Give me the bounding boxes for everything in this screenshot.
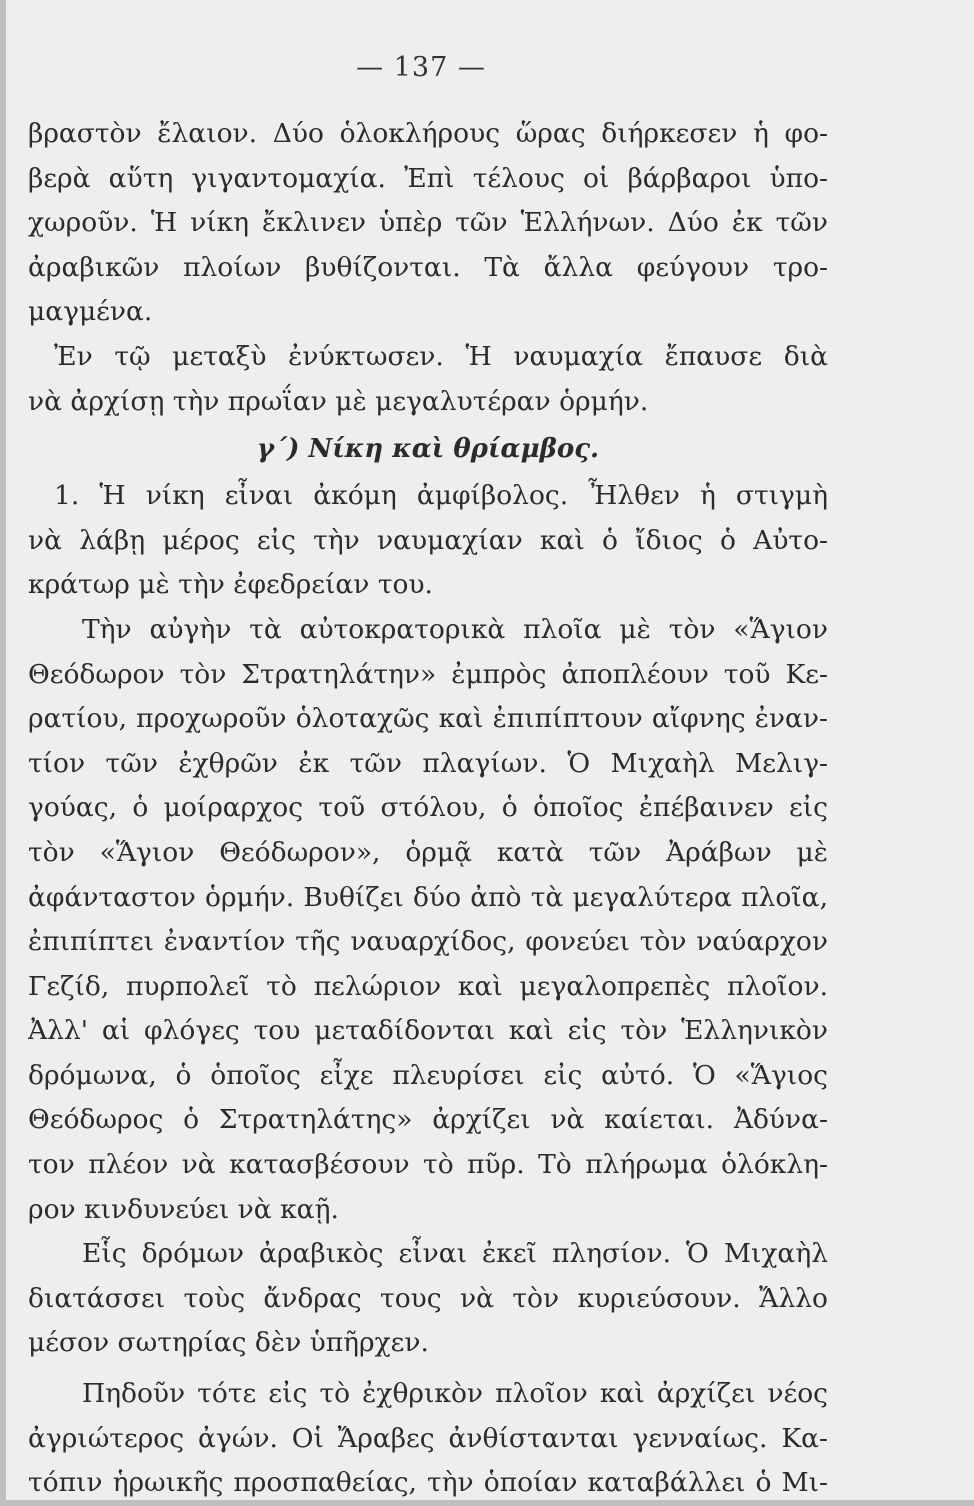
text-line: τόπιν ἡρωικῆς προσπαθείας, τὴν ὁποίαν καταβάλλει ὁ Μι- bbox=[28, 1467, 828, 1499]
text-line: ἀφάνταστον ὁρμήν. Βυθίζει δύο ἀπὸ τὰ μεγαλύτερα πλοῖα, bbox=[28, 881, 828, 913]
text-line: χωροῦν. Ἡ νίκη ἔκλινεν ὑπὲρ τῶν Ἑλλήνων. Δύο ἐκ τῶν bbox=[28, 207, 828, 239]
text-line: Ἐν τῷ μεταξὺ ἐνύκτωσεν. Ἡ ναυμαχία ἔπαυσε διὰ bbox=[54, 340, 828, 372]
text-line: διατάσσει τοὺς ἄνδρας τους νὰ τὸν κυριεύσουν. Ἄλλο bbox=[28, 1282, 828, 1314]
text-line: μαγμένα. bbox=[28, 296, 153, 328]
text-line: γούας, ὁ μοίραρχος τοῦ στόλου, ὁ ὁποῖος ἐπέβαινεν εἰς bbox=[28, 792, 828, 824]
text-line: ἀραβικῶν πλοίων βυθίζονται. Τὰ ἄλλα φεύγουν τρο- bbox=[28, 251, 828, 283]
text-line: βερὰ αὕτη γιγαντομαχία. Ἐπὶ τέλους οἱ βάρβαροι ὑπο- bbox=[28, 162, 828, 194]
text-line: δρόμωνα, ὁ ὁποῖος εἶχε πλευρίσει εἰς αὐτό. Ὁ «Ἅγιος bbox=[28, 1059, 828, 1091]
text-line: ἐπιπίπτει ἐναντίον τῆς ναυαρχίδος, φονεύει τὸν ναύαρχον bbox=[28, 926, 828, 958]
text-line: νὰ λάβῃ μέρος εἰς τὴν ναυμαχίαν καὶ ὁ ἴδιος ὁ Αὐτο- bbox=[28, 524, 828, 556]
text-line: Ἀλλ' αἱ φλόγες του μεταδίδονται καὶ εἰς τὸν Ἑλληνικὸν bbox=[28, 1015, 828, 1047]
text-line: ρον κινδυνεύει νὰ καῇ. bbox=[28, 1193, 339, 1225]
text-line: Γεζίδ, πυρπολεῖ τὸ πελώριον καὶ μεγαλοπρεπὲς πλοῖον. bbox=[28, 970, 828, 1002]
text-line: ρατίου, προχωροῦν ὁλοταχῶς καὶ ἐπιπίπτουν αἴφνης ἐναν- bbox=[28, 703, 828, 735]
text-line: τον πλέον νὰ κατασβέσουν τὸ πῦρ. Τὸ πλήρωμα ὁλόκλη- bbox=[28, 1149, 828, 1181]
text-line: 1. Ἡ νίκη εἶναι ἀκόμη ἀμφίβολος. Ἦλθεν ἡ στιγμὴ bbox=[54, 480, 828, 512]
text-line: Τὴν αὐγὴν τὰ αὐτοκρατορικὰ πλοῖα μὲ τὸν «Ἅγιον bbox=[82, 613, 828, 645]
page-number: — 137 — bbox=[356, 52, 486, 83]
text-line: τίον τῶν ἐχθρῶν ἐκ τῶν πλαγίων. Ὁ Μιχαὴλ Μελιγ- bbox=[28, 747, 828, 779]
text-line: νὰ ἀρχίσῃ τὴν πρωΐαν μὲ μεγαλυτέραν ὁρμήν. bbox=[28, 385, 649, 417]
text-line: Θεόδωρον τὸν Στρατηλάτην» ἐμπρὸς ἀποπλέουν τοῦ Κε- bbox=[28, 658, 828, 690]
text-line: βραστὸν ἔλαιον. Δύο ὁλοκλήρους ὥρας διήρκεσεν ἡ φο- bbox=[28, 118, 828, 149]
text-line: τὸν «Ἅγιον Θεόδωρον», ὁρμᾷ κατὰ τῶν Ἀράβων μὲ bbox=[28, 836, 828, 868]
body-text bbox=[28, 112, 828, 1506]
text-line: Εἷς δρόμων ἀραβικὸς εἶναι ἐκεῖ πλησίον. Ὁ Μιχαὴλ bbox=[82, 1238, 828, 1270]
section-heading: γ΄) Νίκη καὶ θρίαμβος. bbox=[256, 434, 600, 465]
text-line: Θεόδωρος ὁ Στρατηλάτης» ἀρχίζει νὰ καίεται. Ἀδύνα- bbox=[28, 1104, 828, 1136]
text-line: Πηδοῦν τότε εἰς τὸ ἐχθρικὸν πλοῖον καὶ ἀρχίζει νέος bbox=[82, 1378, 828, 1410]
text-line: κράτωρ μὲ τὴν ἐφεδρείαν του. bbox=[28, 569, 433, 601]
book-page bbox=[6, 0, 974, 1500]
text-line: μέσον σωτηρίας δὲν ὑπῆρχεν. bbox=[28, 1327, 429, 1359]
text-line: ἀγριώτερος ἀγών. Οἱ Ἄραβες ἀνθίστανται γενναίως. Κα- bbox=[28, 1422, 828, 1454]
